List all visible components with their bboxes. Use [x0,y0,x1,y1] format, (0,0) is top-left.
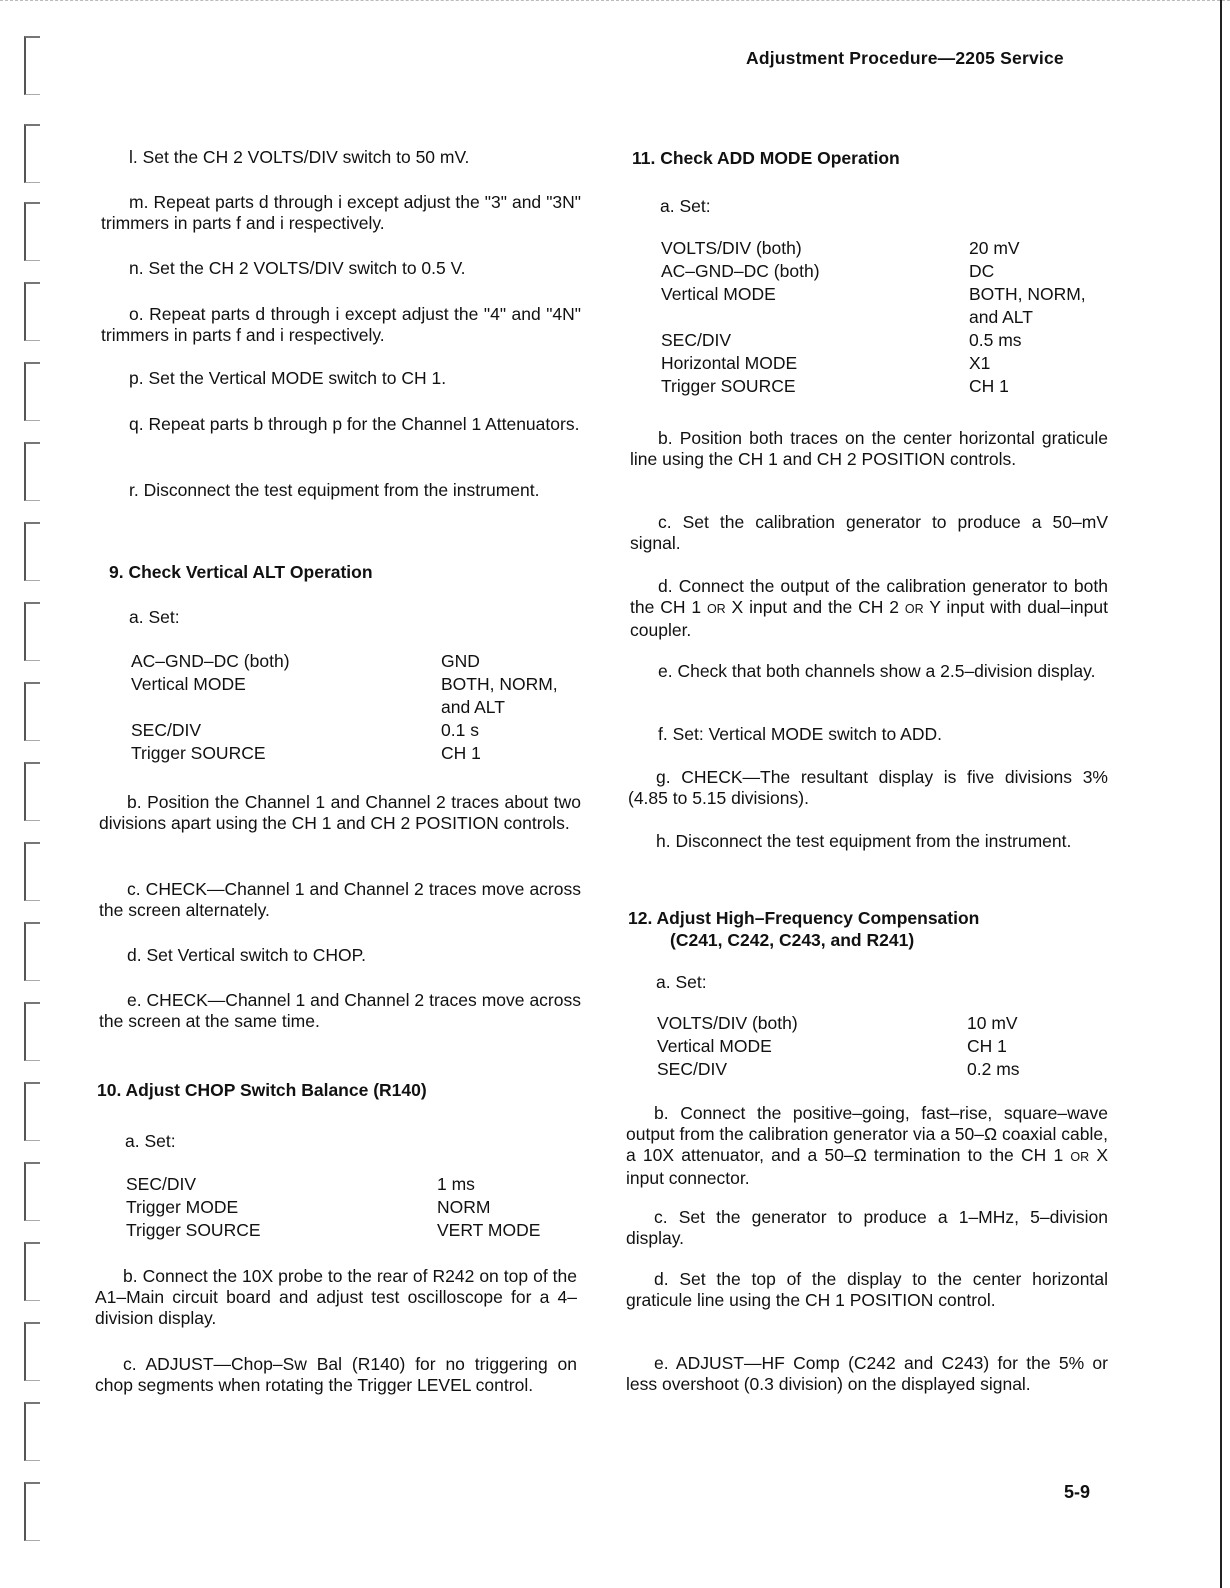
section-12-step-c: c. Set the generator to produce a 1–MHz, 5–division display. [626,1207,1108,1248]
setting-value: CH 1 [967,1036,1007,1056]
binder-mark [24,762,40,821]
setting-name: Trigger SOURCE [661,376,796,396]
binder-mark [24,36,40,95]
step-n: n. Set the CH 2 VOLTS/DIV switch to 0.5 V. [129,258,466,278]
step-o: o. Repeat parts d through i except adjust the "4" and "4N" trimmers in parts f and i respectively. [101,304,581,345]
section-10-step-c: c. ADJUST—Chop–Sw Bal (R140) for no triggering on chop segments when rotating the Trigger LEVEL control. [95,1354,577,1395]
section-9-title: 9. Check Vertical ALT Operation [109,562,373,582]
setting-name: Horizontal MODE [661,353,798,373]
section-11-step-h: h. Disconnect the test equipment from the instrument. [656,831,1072,851]
section-10-settings-table [126,1174,566,1243]
setting-value: CH 1 [441,743,481,763]
binder-mark [24,602,40,661]
binder-mark [24,1322,40,1381]
setting-name: Vertical MODE [657,1036,772,1056]
setting-value: BOTH, NORM, [969,284,1086,304]
binder-mark [24,282,40,341]
step-q: q. Repeat parts b through p for the Channel 1 Attenuators. [129,414,580,434]
setting-value: DC [969,261,995,281]
step-d-text: X input and the CH 2 [725,597,905,617]
setting-value: VERT MODE [437,1220,541,1240]
setting-name: AC–GND–DC (both) [661,261,820,281]
scan-top-edge [0,0,1230,3]
settings-row [131,674,571,720]
section-11-step-b: b. Position both traces on the center horizontal graticule line using the CH 1 and CH 2 POSITION controls. [630,428,1108,469]
setting-value: 1 ms [437,1174,475,1194]
running-header: Adjustment Procedure—2205 Service [746,48,1064,68]
or-smallcaps: OR [706,602,726,616]
step-d-text: d. Connect the output of the calibration generator to both the CH 1 [630,576,1108,617]
setting-value: 0.2 ms [967,1059,1020,1079]
setting-value: GND [441,651,480,671]
section-10-step-a: a. Set: [125,1131,176,1151]
setting-value-cont: and ALT [441,697,505,717]
scan-right-edge [1220,0,1222,1588]
section-12-step-e: e. ADJUST—HF Comp (C242 and C243) for the 5% or less overshoot (0.3 division) on the displayed signal. [626,1353,1108,1394]
setting-name: AC–GND–DC (both) [131,651,290,671]
section-9-step-e: e. CHECK—Channel 1 and Channel 2 traces move across the screen at the same time. [99,990,581,1031]
step-b-text: b. Connect the positive–going, fast–rise, square–wave output from the calibration generator via a 50–Ω coaxial cable, a 10X attenuator, and a 50–Ω termination to the CH 1 [626,1103,1108,1165]
setting-value: NORM [437,1197,491,1217]
setting-value: 20 mV [969,238,1020,258]
binder-mark [24,1402,40,1461]
settings-row [661,353,1101,376]
section-11-step-c: c. Set the calibration generator to produce a 50–mV signal. [630,512,1108,553]
setting-value: 10 mV [967,1013,1018,1033]
binder-mark [24,922,40,981]
section-9-step-a: a. Set: [129,607,180,627]
setting-name: VOLTS/DIV (both) [657,1013,798,1033]
step-m: m. Repeat parts d through i except adjust the "3" and "3N" trimmers in parts f and i respectively. [101,192,581,233]
settings-row [126,1197,566,1220]
page-number: 5-9 [1064,1482,1091,1502]
section-11-step-a: a. Set: [660,196,711,216]
step-r: r. Disconnect the test equipment from the instrument. [129,480,540,500]
settings-row [661,261,1101,284]
section-11-step-g: g. CHECK—The resultant display is five divisions 3% (4.85 to 5.15 divisions). [628,767,1108,808]
binder-mark [24,442,40,501]
setting-value-cont: and ALT [969,307,1033,327]
settings-row [657,1036,1097,1059]
settings-row [131,720,571,743]
section-12-step-b [626,1103,1108,1189]
binder-mark [24,362,40,421]
step-l: l. Set the CH 2 VOLTS/DIV switch to 50 mV. [129,147,470,167]
binder-mark [24,202,40,261]
settings-row [657,1059,1097,1082]
section-12-title-cont: (C241, C242, C243, and R241) [670,930,915,950]
section-11-step-f: f. Set: Vertical MODE switch to ADD. [658,724,942,744]
section-9-step-d: d. Set Vertical switch to CHOP. [127,945,366,965]
section-12-title: 12. Adjust High–Frequency Compensation [628,908,980,928]
step-d-text: Y input with dual–input coupler. [630,597,1108,640]
setting-value: 0.5 ms [969,330,1022,350]
section-11-title: 11. Check ADD MODE Operation [632,148,900,168]
binder-mark [24,1482,40,1541]
settings-row [131,743,571,766]
setting-name: Vertical MODE [131,674,246,694]
setting-name: Trigger SOURCE [131,743,266,763]
binder-mark [24,1082,40,1141]
setting-value: X1 [969,353,991,373]
section-12-step-d: d. Set the top of the display to the center horizontal graticule line using the CH 1 POSITION control. [626,1269,1108,1310]
or-smallcaps: OR [904,602,924,616]
section-12-settings-table [657,1013,1097,1082]
binder-mark [24,1002,40,1061]
section-10-title: 10. Adjust CHOP Switch Balance (R140) [97,1080,427,1100]
section-10-step-b: b. Connect the 10X probe to the rear of R242 on top of the A1–Main circuit board and adjust test oscilloscope for a 4–division display. [95,1266,577,1328]
binder-mark [24,682,40,741]
settings-row [126,1220,566,1243]
settings-row [126,1174,566,1197]
or-smallcaps: OR [1070,1150,1090,1164]
setting-name: SEC/DIV [661,330,732,350]
binder-mark [24,522,40,581]
settings-row [657,1013,1097,1036]
setting-value: CH 1 [969,376,1009,396]
setting-name: Vertical MODE [661,284,776,304]
binder-mark [24,1242,40,1301]
section-11-step-d [630,576,1108,641]
setting-name: VOLTS/DIV (both) [661,238,802,258]
setting-name: Trigger MODE [126,1197,239,1217]
section-12-step-a: a. Set: [656,972,707,992]
setting-name: SEC/DIV [126,1174,197,1194]
settings-row [131,651,571,674]
section-11-step-e: e. Check that both channels show a 2.5–division display. [658,661,1096,681]
step-b-text: X input connector. [626,1145,1108,1188]
section-9-settings-table [131,651,571,766]
step-p: p. Set the Vertical MODE switch to CH 1. [129,368,447,388]
setting-value: 0.1 s [441,720,479,740]
setting-name: SEC/DIV [657,1059,728,1079]
setting-name: SEC/DIV [131,720,202,740]
binder-mark [24,124,40,183]
settings-row [661,284,1101,330]
section-11-settings-table [661,238,1101,399]
section-9-step-c: c. CHECK—Channel 1 and Channel 2 traces move across the screen alternately. [99,879,581,920]
settings-row [661,238,1101,261]
section-9-step-b: b. Position the Channel 1 and Channel 2 traces about two divisions apart using the CH 1 and CH 2 POSITION controls. [99,792,581,833]
setting-value: BOTH, NORM, [441,674,558,694]
settings-row [661,376,1101,399]
binder-mark [24,842,40,901]
settings-row [661,330,1101,353]
setting-name: Trigger SOURCE [126,1220,261,1240]
binder-mark [24,1162,40,1221]
